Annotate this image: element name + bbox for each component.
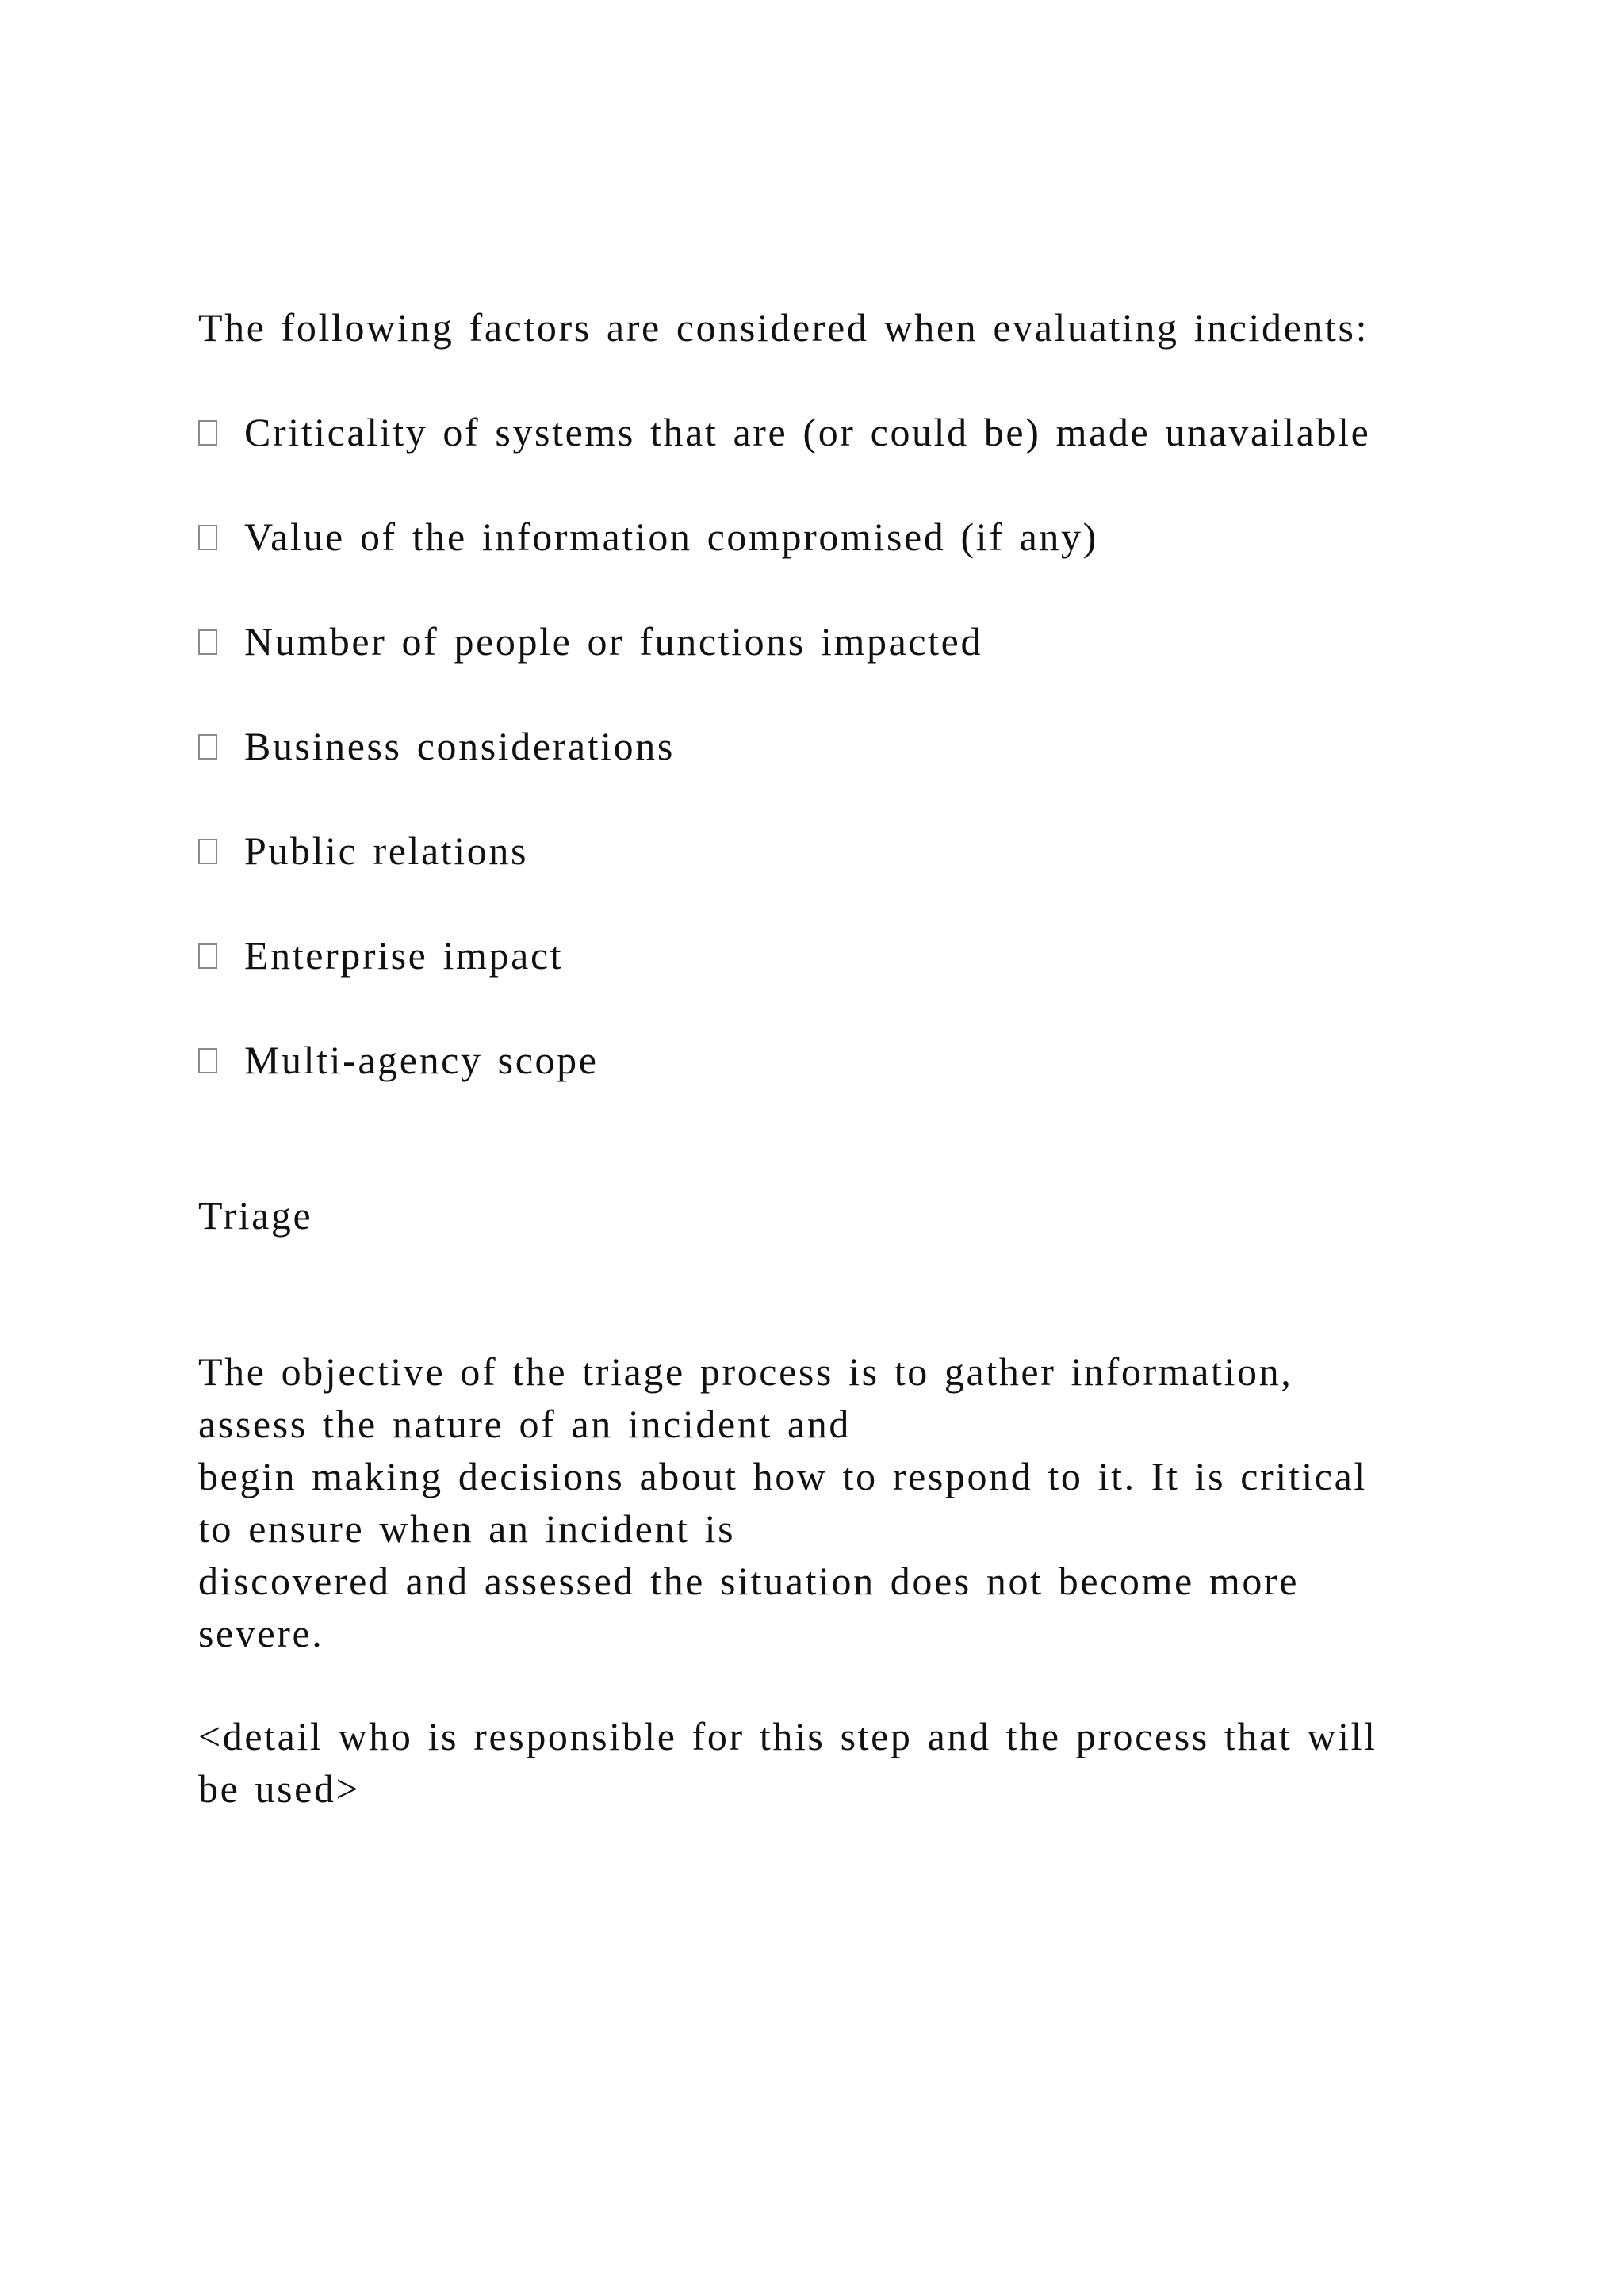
factor-label: Criticality of systems that are (or could be) made unavailable (244, 410, 1371, 454)
placeholder-text-line: <detail who is responsible for this step and the process that will (198, 1714, 1377, 1758)
factor-item (198, 825, 528, 877)
factor-label: Enterprise impact (244, 933, 564, 978)
bullet-box-icon (198, 734, 217, 760)
bullet-box-icon (198, 629, 217, 655)
triage-text-line: to ensure when an incident is (198, 1506, 736, 1551)
bullet-box-icon (198, 839, 217, 864)
factor-label: Public relations (244, 828, 529, 873)
triage-text-line: begin making decisions about how to respond to it. It is critical (198, 1454, 1367, 1498)
intro-text: The following factors are considered when evaluating incidents: (198, 305, 1369, 350)
factor-item (198, 511, 1098, 563)
triage-text-line: assess the nature of an incident and (198, 1402, 851, 1446)
bullet-box-icon (198, 525, 217, 550)
factor-label: Multi-agency scope (244, 1038, 599, 1082)
factor-item (198, 929, 563, 982)
factor-item (198, 720, 675, 772)
factor-label: Value of the information compromised (if any) (244, 515, 1098, 559)
triage-text-line: The objective of the triage process is to gather information, (198, 1349, 1293, 1394)
factor-label: Number of people or functions impacted (244, 619, 983, 664)
triage-text-line: severe. (198, 1611, 324, 1655)
factor-label: Business considerations (244, 724, 675, 768)
factor-item (198, 1034, 599, 1086)
factor-item (198, 615, 982, 668)
placeholder-text-line: be used> (198, 1766, 361, 1811)
bullet-box-icon (198, 420, 217, 446)
factor-item (198, 406, 1370, 458)
bullet-box-icon (198, 943, 217, 969)
section-heading-triage: Triage (198, 1193, 313, 1238)
bullet-box-icon (198, 1048, 217, 1073)
triage-text-line: discovered and assessed the situation does not become more (198, 1559, 1300, 1603)
